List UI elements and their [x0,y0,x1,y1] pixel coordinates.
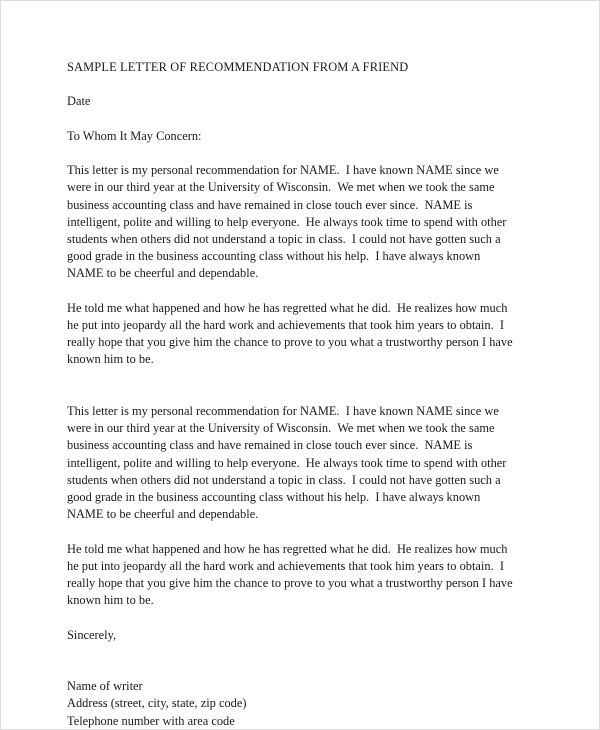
paragraph-2 [67,300,547,369]
paragraph-line: business accounting class and have remained in close touch ever since. NAME is [67,197,473,212]
spacer [67,111,547,128]
paragraph-line: really hope that you give him the chance to prove to you what a trustworthy person I have [67,576,513,590]
spacer [67,523,547,540]
paragraph-line: He told me what happened and how he has regretted what he did. He realizes how much [67,541,508,556]
paragraph-line: he put into jeopardy all the hard work and achievements that took him years to obtain. I [67,317,504,332]
paragraph-line: were in our third year at the University of Wisconsin. We met when we took the same [67,421,495,436]
paragraph-line: intelligent, polite and willing to help everyone. He always took time to spend with other [67,214,507,229]
writer-phone-line: Telephone number with area code [67,713,235,728]
paragraph-line: he put into jeopardy all the hard work and achievements that took him years to obtain. I [67,558,504,573]
paragraph-line: NAME to be cheerful and dependable. [67,266,259,281]
spacer [67,283,547,300]
paragraph-line: were in our third year at the University of Wisconsin. We met when we took the same [67,180,495,195]
date-placeholder: Date [67,94,91,109]
salutation: To Whom It May Concern: [67,128,202,143]
paragraph-3 [67,403,547,523]
paragraph-line: students when others did not understand a topic in class. I could not have gotten such a [67,231,501,246]
document-title: SAMPLE LETTER OF RECOMMENDATION FROM A FRIEND [67,60,409,74]
paragraph-line: good grade in the business accounting class without his help. I have always known [67,249,481,264]
paragraph-line: This letter is my personal recommendation for NAME. I have known NAME since we [67,403,499,418]
paragraph-line: good grade in the business accounting class without his help. I have always known [67,490,481,504]
writer-name-line: Name of writer [67,679,143,694]
paragraph-line: He told me what happened and how he has regretted what he did. He realizes how much [67,300,508,315]
paragraph-4 [67,541,547,610]
letter-body [67,59,547,730]
paragraph-line: business accounting class and have remained in close touch ever since. NAME is [67,438,473,453]
paragraph-line: known him to be. [67,593,154,608]
paragraph-1 [67,162,547,282]
signature-space [67,644,547,678]
paragraph-line: intelligent, polite and willing to help everyone. He always took time to spend with other [67,455,507,470]
paragraph-line: NAME to be cheerful and dependable. [67,507,259,522]
paragraph-line: known him to be. [67,352,154,367]
spacer [67,76,547,93]
paragraph-line: really hope that you give him the chance to prove to you what a trustworthy person I have [67,335,513,350]
spacer [67,145,547,162]
writer-address-line: Address (street, city, state, zip code) [67,696,247,711]
spacer [67,369,547,403]
signature-block [67,678,547,730]
paragraph-line: students when others did not understand a topic in class. I could not have gotten such a [67,472,501,487]
closing-salutation: Sincerely, [67,627,117,642]
spacer [67,609,547,626]
paragraph-line: This letter is my personal recommendation for NAME. I have known NAME since we [67,163,499,178]
